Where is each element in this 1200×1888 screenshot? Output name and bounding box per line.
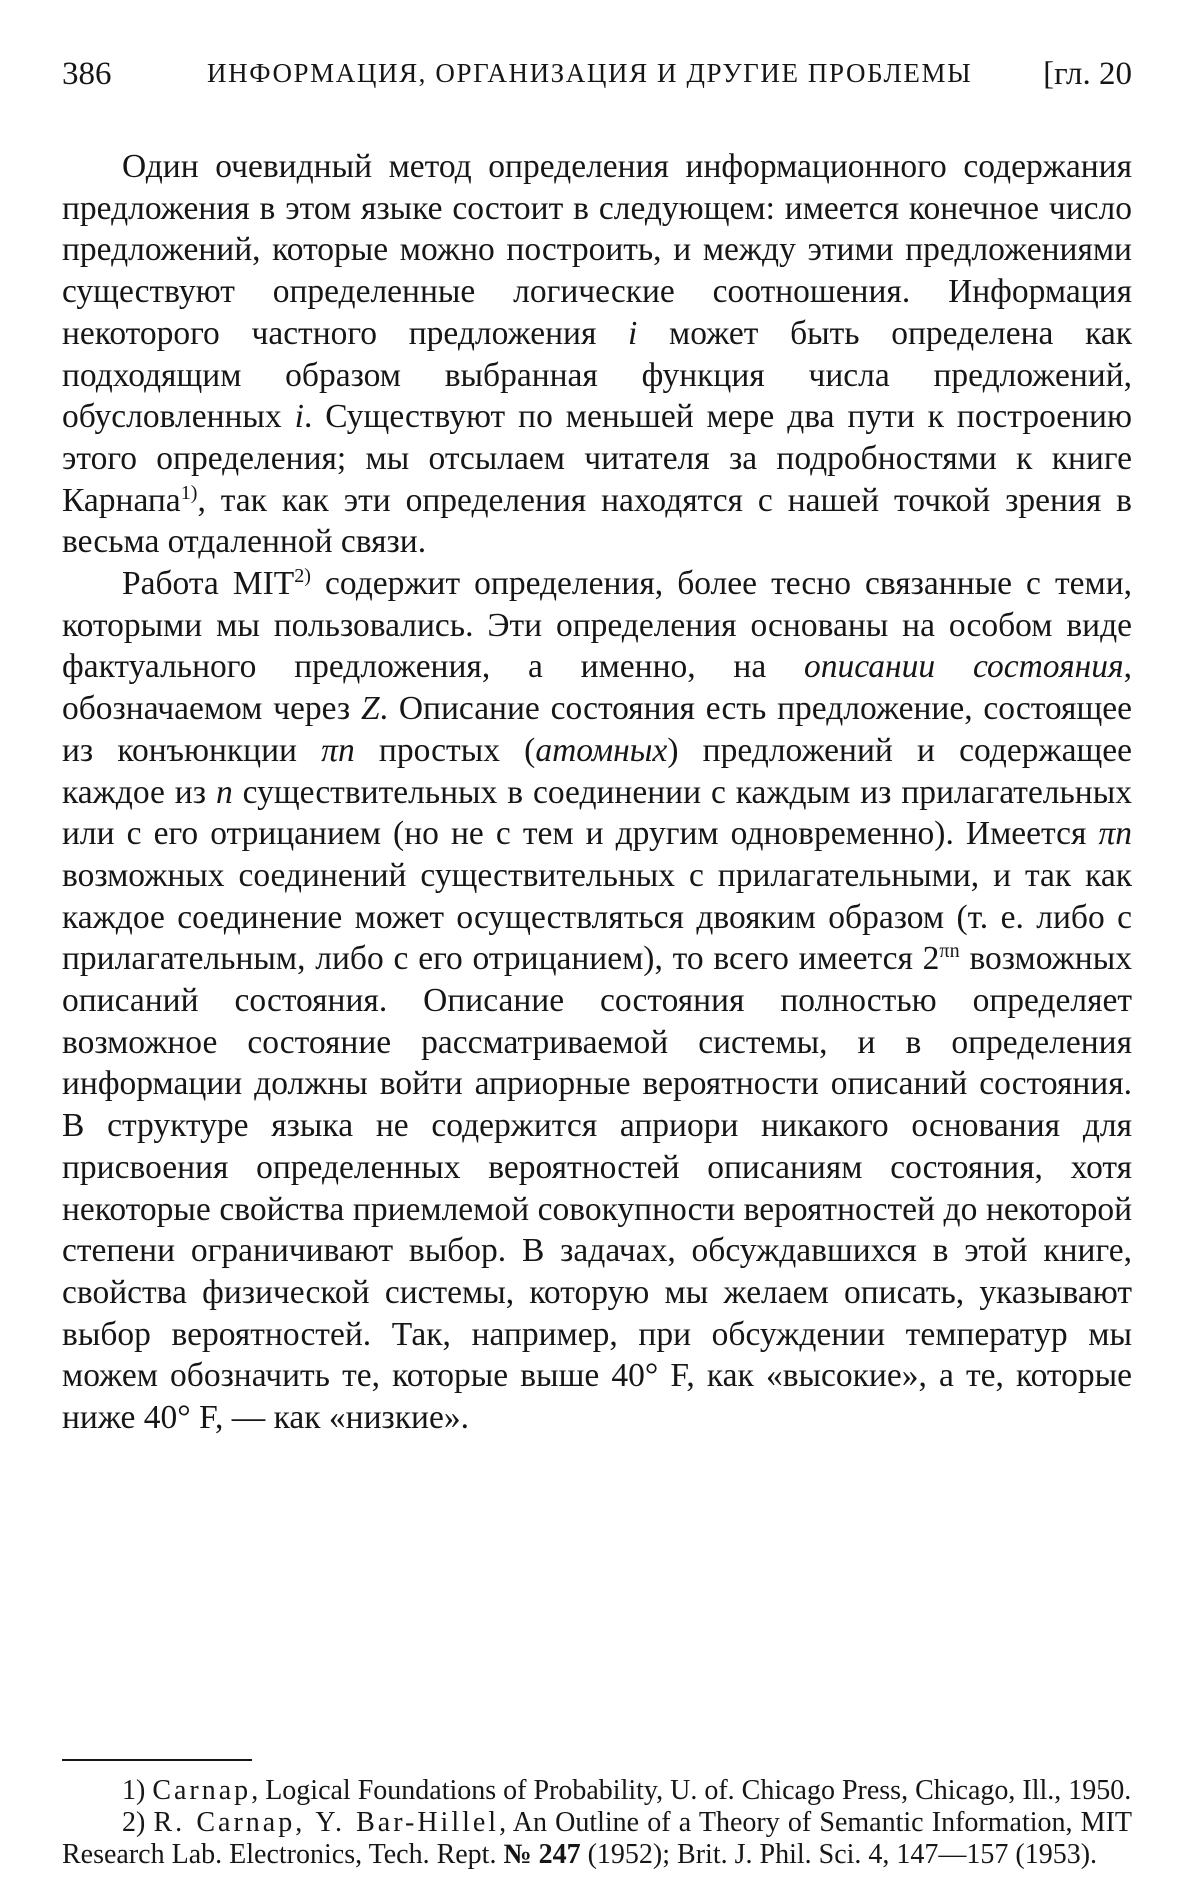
chapter-label: [гл. 20 — [1043, 56, 1132, 92]
text-run-sup: πn — [939, 940, 960, 963]
text-run: , Logical Foundations of Probability, U. of. Chicago Press, Chicago, Ill., 1950. — [251, 1775, 1132, 1806]
text-run-sup: 2) — [294, 564, 311, 587]
text-run-it: i — [628, 314, 638, 352]
text-run-it: Z — [361, 690, 380, 728]
text-run-spaced: R. Carnap, Y. Bar-Hillel — [153, 1807, 500, 1838]
text-run-it: описании состояния — [804, 648, 1124, 686]
text-run-it: n — [215, 773, 233, 811]
text-run: (1952); Brit. J. Phil. Sci. 4, 147—157 (1953). — [580, 1839, 1098, 1870]
paragraph-1 — [62, 146, 1132, 563]
footnote-2 — [62, 1807, 1132, 1871]
footnote-divider — [62, 1759, 252, 1761]
page-number: 386 — [62, 56, 112, 92]
main-text — [62, 146, 1132, 1439]
text-run-it: πn — [1098, 815, 1132, 853]
text-run: . Существуют по меньшей мере два пути к построению этого определения; мы отсылаем читателя за подробностями к книге Карнапа — [62, 398, 1132, 519]
page-header — [62, 56, 1132, 106]
text-run-sup: 1) — [180, 481, 198, 504]
text-run: 2) — [122, 1807, 154, 1838]
text-run: содержит определения, более тесно связанные с теми, которыми мы пользовались. Эти определения основаны на особом виде фактуального предложения, а именно, на — [62, 565, 1132, 686]
text-run: 1) — [122, 1775, 153, 1806]
text-run: возможных описаний состояния. Описание состояния полностью определяет возможное состояние рассматриваемой системы, и в определения информации должны войти априорные вероятности описаний состояния. В структуре языка не содержится априори никакого основания для присвоения определенных вероятностей описаниям состояния, хотя некоторые свойства приемлемой совокупности вероятностей до некоторой степени ограничивают выбор. В задачах, обсуждавшихся в этой книге, свойства физической системы, которую мы желаем описать, указывают выбор вероятностей. Так, например, при обсуждении температур мы можем обозначить те, которые выше 40° F, как «высокие», а те, которые ниже 40° F, — как «низкие». — [62, 940, 1132, 1437]
text-run: Работа MIT — [122, 565, 295, 603]
text-run-bold: № 247 — [503, 1839, 581, 1870]
text-run: ) предложений и содержащее каждое из — [62, 731, 1133, 811]
text-run: . Описание состояния есть предложение, состоящее из конъюнкции — [62, 690, 1132, 769]
text-run-it: i — [294, 398, 304, 436]
text-run-it: πn — [321, 731, 355, 769]
text-run: возможных соединений существительных с прилагательными, и так как каждое соединение может осуществляться двояким образом (т. е. либо с прилагательным, либо с его отрицанием), то всего имеется 2 — [62, 856, 1132, 978]
text-run: существительных в соединении с каждым из прилагательных или с его отрицанием (но не с тем и другим одновременно). Имеется — [62, 773, 1132, 853]
text-run: , обозначаемом через — [62, 648, 1132, 728]
text-run-it: атомных — [535, 731, 668, 769]
paragraph-2 — [62, 563, 1132, 1439]
text-run: , An Outline of a Theory of Semantic Information, MIT Research Lab. Electronics, Tech. Rept. — [62, 1807, 1133, 1870]
text-run-spaced: Carnap — [152, 1775, 252, 1806]
text-run: может быть определена как подходящим образом выбранная функция числа предложений, обусловленных — [62, 314, 1132, 436]
text-run: Один очевидный метод определения информационного содержания предложения в этом языке состоит в следующем: имеется конечное число предложений, которые можно построить, и между этими предложениями существуют определенные логические соотношения. Информация некоторого частного предложения — [62, 148, 1132, 352]
footnotes — [62, 1775, 1132, 1871]
running-title: ИНФОРМАЦИЯ, ОРГАНИЗАЦИЯ И ДРУГИЕ ПРОБЛЕМЫ — [207, 58, 973, 88]
footnote-1 — [62, 1775, 1132, 1807]
text-run: простых ( — [354, 731, 536, 769]
text-run: , так как эти определения находятся с нашей точкой зрения в весьма отдаленной связи. — [62, 481, 1132, 561]
